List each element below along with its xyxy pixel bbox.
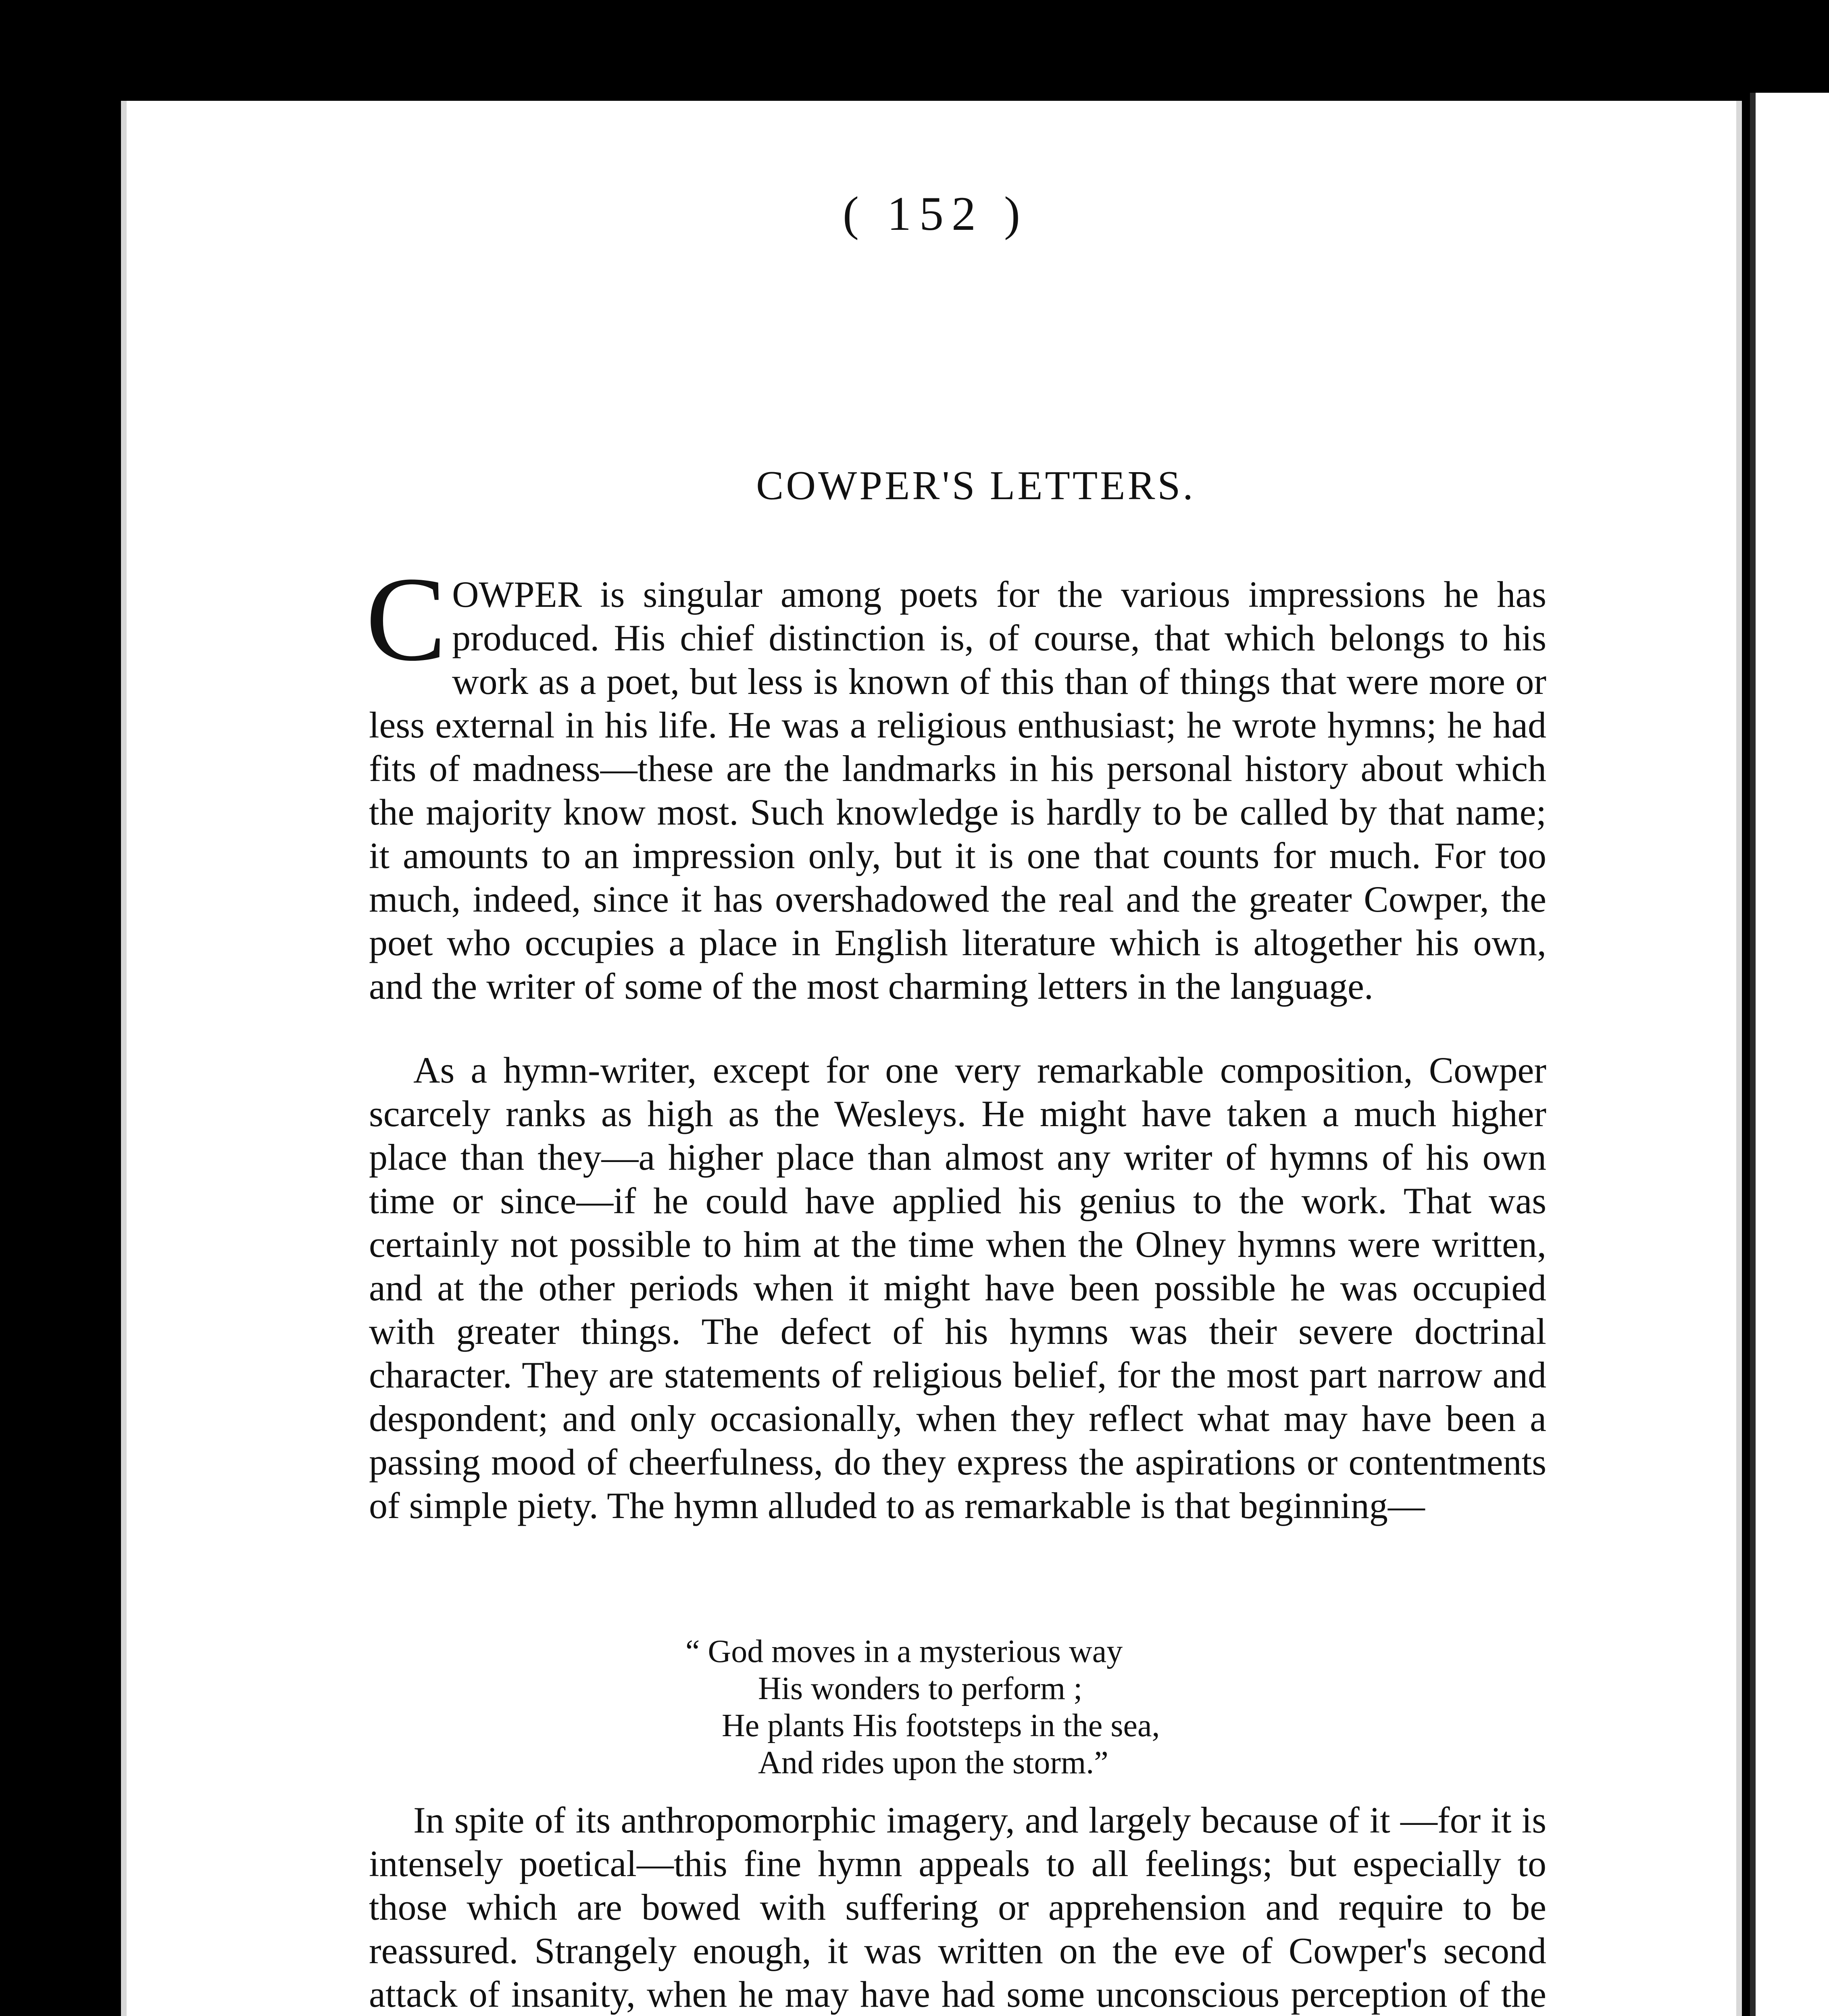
page-left-edge [121, 101, 127, 2016]
drop-cap: C [366, 552, 447, 686]
hymn-quote-1 [685, 1633, 1160, 1781]
paragraph-1 [366, 552, 1546, 1008]
page-right-edge [1736, 101, 1742, 2016]
paragraph-1-text: OWPER is singular among poets for the various impressions he has produced. His chief distinction is, of course, that which belongs to his work as a poet, but less is known of this than of things that were more or less external in his life. He was a religious enthusiast; he wrote hymns; he had fits of madness—these are the landmarks in his personal history about which the majority know most. Such knowledge is hardly to be called by that name; it amounts to an impression only, but it is one that counts for much. For too much, indeed, since it has overshadowed the real and the greater Cowper, the poet who occupies a place in English literature which is altogether his own, and the writer of some of the most charming letters in the language. [369, 574, 1546, 1007]
verse-line: “ God moves in a mysterious way [685, 1634, 1123, 1669]
paragraph-2-text: As a hymn-writer, except for one very remarkable composition, Cowper scarcely ranks as high as the Wesleys. He might have taken a much higher place than they—a higher place than almost any writer of hymns of his own time or since—if he could have applied his genius to the work. That was certainly not possible to him at the time when the Olney hymns were written, and at the other periods when it might have been possible he was occupied with greater things. The defect of his hymns was their severe doctrinal character. They are statements of religious belief, for the most part narrow and despondent; and only occasionally, when they reflect what may have been a passing mood of cheerfulness, do they express the aspirations or contentments of simple piety. The hymn alluded to as remarkable is that beginning— [369, 1050, 1546, 1526]
verse-line: And rides upon the storm.” [758, 1745, 1108, 1781]
verse-line: He plants His footsteps in the sea, [722, 1708, 1160, 1743]
paragraph-3 [369, 1798, 1546, 2016]
article-title: COWPER'S LETTERS. [756, 463, 1196, 508]
facing-page-edge [1750, 93, 1829, 2016]
paragraph-2 [369, 1048, 1546, 1527]
page-number: ( 152 ) [843, 187, 1028, 240]
paragraph-3-text: In spite of its anthropomorphic imagery, and largely because of it —for it is intensely poetical—this fine hymn appeals to all feelings; but especially to those which are bowed with suffering or apprehension and require to be reassured. Strangely enough, it was written on the eve of Cowper's second attack of insanity, when he may have had some unconscious perception of the [369, 1799, 1546, 2015]
verse-line: His wonders to perform ; [758, 1671, 1083, 1706]
